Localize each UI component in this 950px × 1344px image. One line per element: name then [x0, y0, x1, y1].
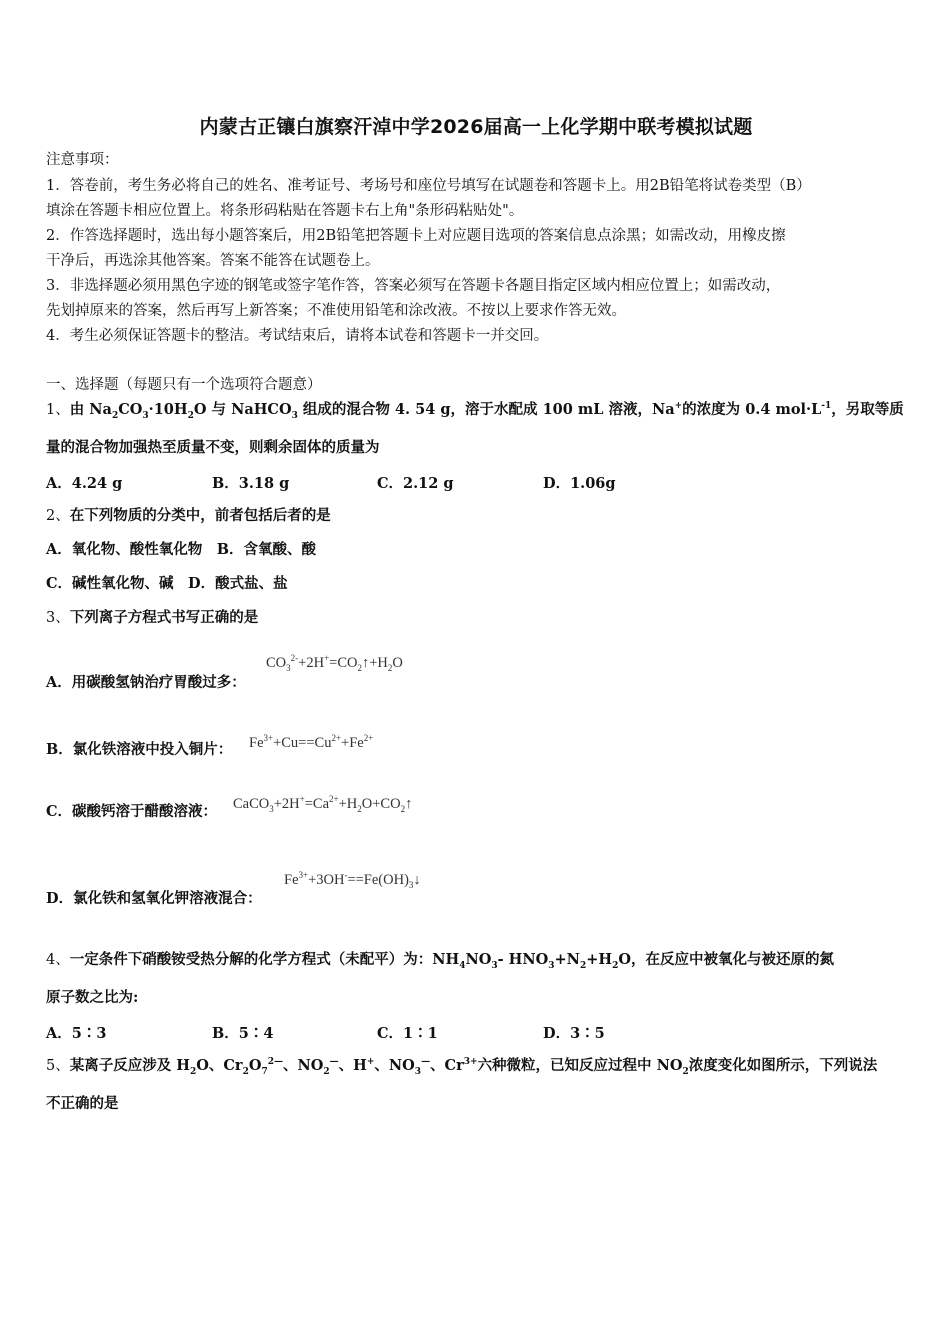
option-c: C．碳酸钙溶于醋酸溶液：	[46, 803, 218, 820]
option-a: A．5∶3	[46, 1025, 107, 1042]
section-heading: 一、选择题（每题只有一个选项符合题意）	[46, 377, 322, 393]
notice-line: 4．考生必须保证答题卡的整洁。考试结束后，请将本试卷和答题卡一并交回。	[46, 328, 549, 344]
question-2-options-row1: A．氧化物、酸性氧化物 B．含氧酸、酸	[46, 541, 317, 558]
notice-line: 填涂在答题卡相应位置上。将条形码粘贴在答题卡右上角"条形码粘贴处"。	[46, 203, 524, 219]
option-a: A．用碳酸氢钠治疗胃酸过多：	[46, 674, 246, 691]
notice-line: 先划掉原来的答案，然后再写上新答案；不准使用铅笔和涂改液。不按以上要求作答无效。	[46, 303, 626, 319]
notice-line: 1．答卷前，考生务必将自己的姓名、准考证号、考场号和座位号填写在试题卷和答题卡上。用2B铅笔将试卷类型（B）	[46, 178, 811, 194]
question-5-stem: 5、某离子反应涉及 $H_2O$、$Cr_2O_7^{2—}$、$NO_2^—$、H+、$NO_3^—$、$Cr^{3+}$六种微粒，已知反应过程中 $NO_2$浓度变化如图所示，下列说法	[46, 1057, 878, 1077]
question-2-stem: 2、在下列物质的分类中，前者包括后者的是	[46, 507, 331, 524]
option-b: B．3.18 g	[212, 475, 290, 492]
option-d: D．1.06g	[543, 475, 616, 492]
question-4-stem: 4、一定条件下硝酸铵受热分解的化学方程式（未配平）为：$NH_4NO_3-$ $HNO_3+N_2+H_2O$，在反应中被氧化与被还原的氮	[46, 951, 834, 971]
option-d: D．3∶5	[543, 1025, 605, 1042]
option-b: B．氯化铁溶液中投入铜片：	[46, 741, 233, 758]
option-a: A．4.24 g	[46, 475, 123, 492]
option-b: B．5∶4	[212, 1025, 274, 1042]
option-d: D．氯化铁和氢氧化钾溶液混合：	[46, 890, 262, 907]
notice-line: 干净后，再选涂其他答案。答案不能答在试题卷上。	[46, 253, 380, 269]
equation-d: $Fe^{3+}+3OH^-==Fe(OH)_3↓$	[284, 870, 421, 890]
question-1-stem: 1、由 $Na_2CO_3\cdot 10H_2O$ 与 NaHCO$_3$ 组成的混合物 4. 54 g，溶于水配成 100 mL 溶液，Na+的浓度为 0.4 $mol\cdot L^{-1}$，另取等质	[46, 401, 904, 421]
option-c: C．1∶1	[377, 1025, 438, 1042]
notice-line: 3．非选择题必须用黑色字迹的钢笔或签字笔作答，答案必须写在答题卡各题目指定区域内相应位置上；如需改动，	[46, 278, 781, 294]
question-4-stem-cont: 原子数之比为:	[46, 989, 139, 1006]
page-title: 内蒙古正镶白旗察汗淖中学2026届高一上化学期中联考模拟试题	[199, 116, 753, 138]
question-1-stem-cont: 量的混合物加强热至质量不变，则剩余固体的质量为	[46, 439, 380, 456]
question-5-stem-cont: 不正确的是	[46, 1095, 119, 1112]
question-2-options-row2: C．碱性氧化物、碱 D．酸式盐、盐	[46, 575, 288, 592]
notice-line: 2．作答选择题时，选出每小题答案后，用2B铅笔把答题卡上对应题目选项的答案信息点涂黑；如需改动，用橡皮擦	[46, 228, 786, 244]
equation-b: $Fe^{3+}+Cu==Cu^{2+}+Fe^{2+}$	[249, 733, 374, 751]
question-3-stem: 3、下列离子方程式书写正确的是	[46, 609, 259, 626]
option-c: C．2.12 g	[377, 475, 454, 492]
notice-heading: 注意事项：	[46, 152, 119, 168]
equation-c: $CaCO_3+2H^+=Ca^{2+}+H_2O+CO_2↑$	[233, 794, 413, 814]
equation-a: $CO_3^{2-}+2H^+=CO_2↑+H_2O$	[266, 653, 403, 673]
